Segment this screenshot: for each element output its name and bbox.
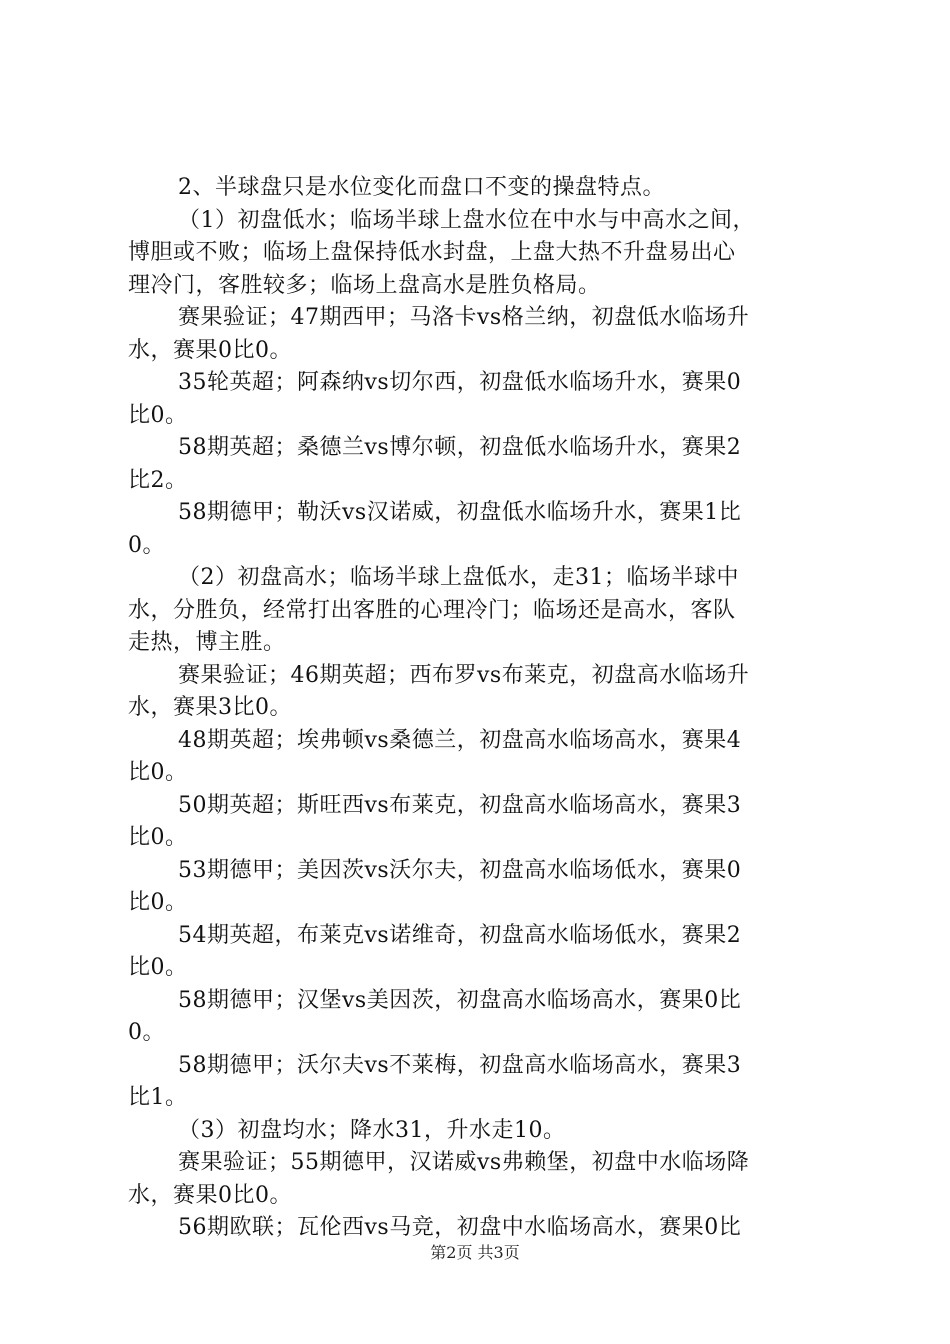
text-line: （3）初盘均水；降水31，升水走10。 xyxy=(178,1117,566,1143)
text-line: 比0。 xyxy=(128,402,188,428)
text-line: 35轮英超；阿森纳vs切尔西，初盘低水临场升水，赛果0 xyxy=(178,370,742,395)
text-line: 58期德甲；勒沃vs汉诺威，初盘低水临场升水，赛果1比 xyxy=(178,500,742,525)
text-line: 水，赛果3比0。 xyxy=(128,695,292,720)
text-line: 水，赛果0比0。 xyxy=(128,1182,292,1208)
text-line: 54期英超，布莱克vs诺维奇，初盘高水临场低水，赛果2 xyxy=(178,922,742,948)
document-body xyxy=(128,172,838,1245)
text-line: （1）初盘低水；临场半球上盘水位在中水与中高水之间， xyxy=(178,207,755,233)
text-line: 水，赛果0比0。 xyxy=(128,337,292,363)
text-line: 比0。 xyxy=(128,890,188,915)
text-line: 0。 xyxy=(128,532,165,558)
text-line: 比0。 xyxy=(128,955,188,980)
text-line: （2）初盘高水；临场半球上盘低水，走31；临场半球中 xyxy=(178,565,739,590)
text-line: 水，分胜负，经常打出客胜的心理冷门；临场还是高水，客队 xyxy=(128,597,736,623)
text-line: 58期德甲；汉堡vs美因茨，初盘高水临场高水，赛果0比 xyxy=(178,987,742,1013)
text-line: 0。 xyxy=(128,1020,165,1045)
text-line: 比1。 xyxy=(128,1085,188,1110)
text-line: 48期英超；埃弗顿vs桑德兰，初盘高水临场高水，赛果4 xyxy=(178,727,742,753)
text-line: 赛果验证；55期德甲，汉诺威vs弗赖堡，初盘中水临场降 xyxy=(178,1150,750,1175)
text-line: 58期英超；桑德兰vs博尔顿，初盘低水临场升水，赛果2 xyxy=(178,435,742,460)
text-line: 53期德甲；美因茨vs沃尔夫，初盘高水临场低水，赛果0 xyxy=(178,857,742,883)
text-line: 56期欧联；瓦伦西vs马竞，初盘中水临场高水，赛果0比 xyxy=(178,1215,742,1240)
text-line: 博胆或不败；临场上盘保持低水封盘，上盘大热不升盘易出心 xyxy=(128,240,736,265)
text-line: 2、半球盘只是水位变化而盘口不变的操盘特点。 xyxy=(178,175,665,200)
page-footer: 第2页 共3页 xyxy=(430,1243,520,1262)
text-line: 赛果验证；46期英超；西布罗vs布莱克，初盘高水临场升 xyxy=(178,662,750,688)
text-line: 50期英超；斯旺西vs布莱克，初盘高水临场高水，赛果3 xyxy=(178,792,742,818)
text-line: 赛果验证；47期西甲；马洛卡vs格兰纳，初盘低水临场升 xyxy=(178,305,750,330)
text-line: 比0。 xyxy=(128,760,188,785)
text-line: 58期德甲；沃尔夫vs不莱梅，初盘高水临场高水，赛果3 xyxy=(178,1052,742,1078)
text-line: 走热，博主胜。 xyxy=(128,630,286,655)
text-line: 理冷门，客胜较多；临场上盘高水是胜负格局。 xyxy=(128,272,601,298)
text-line: 比2。 xyxy=(128,467,188,493)
text-line: 比0。 xyxy=(128,825,188,850)
